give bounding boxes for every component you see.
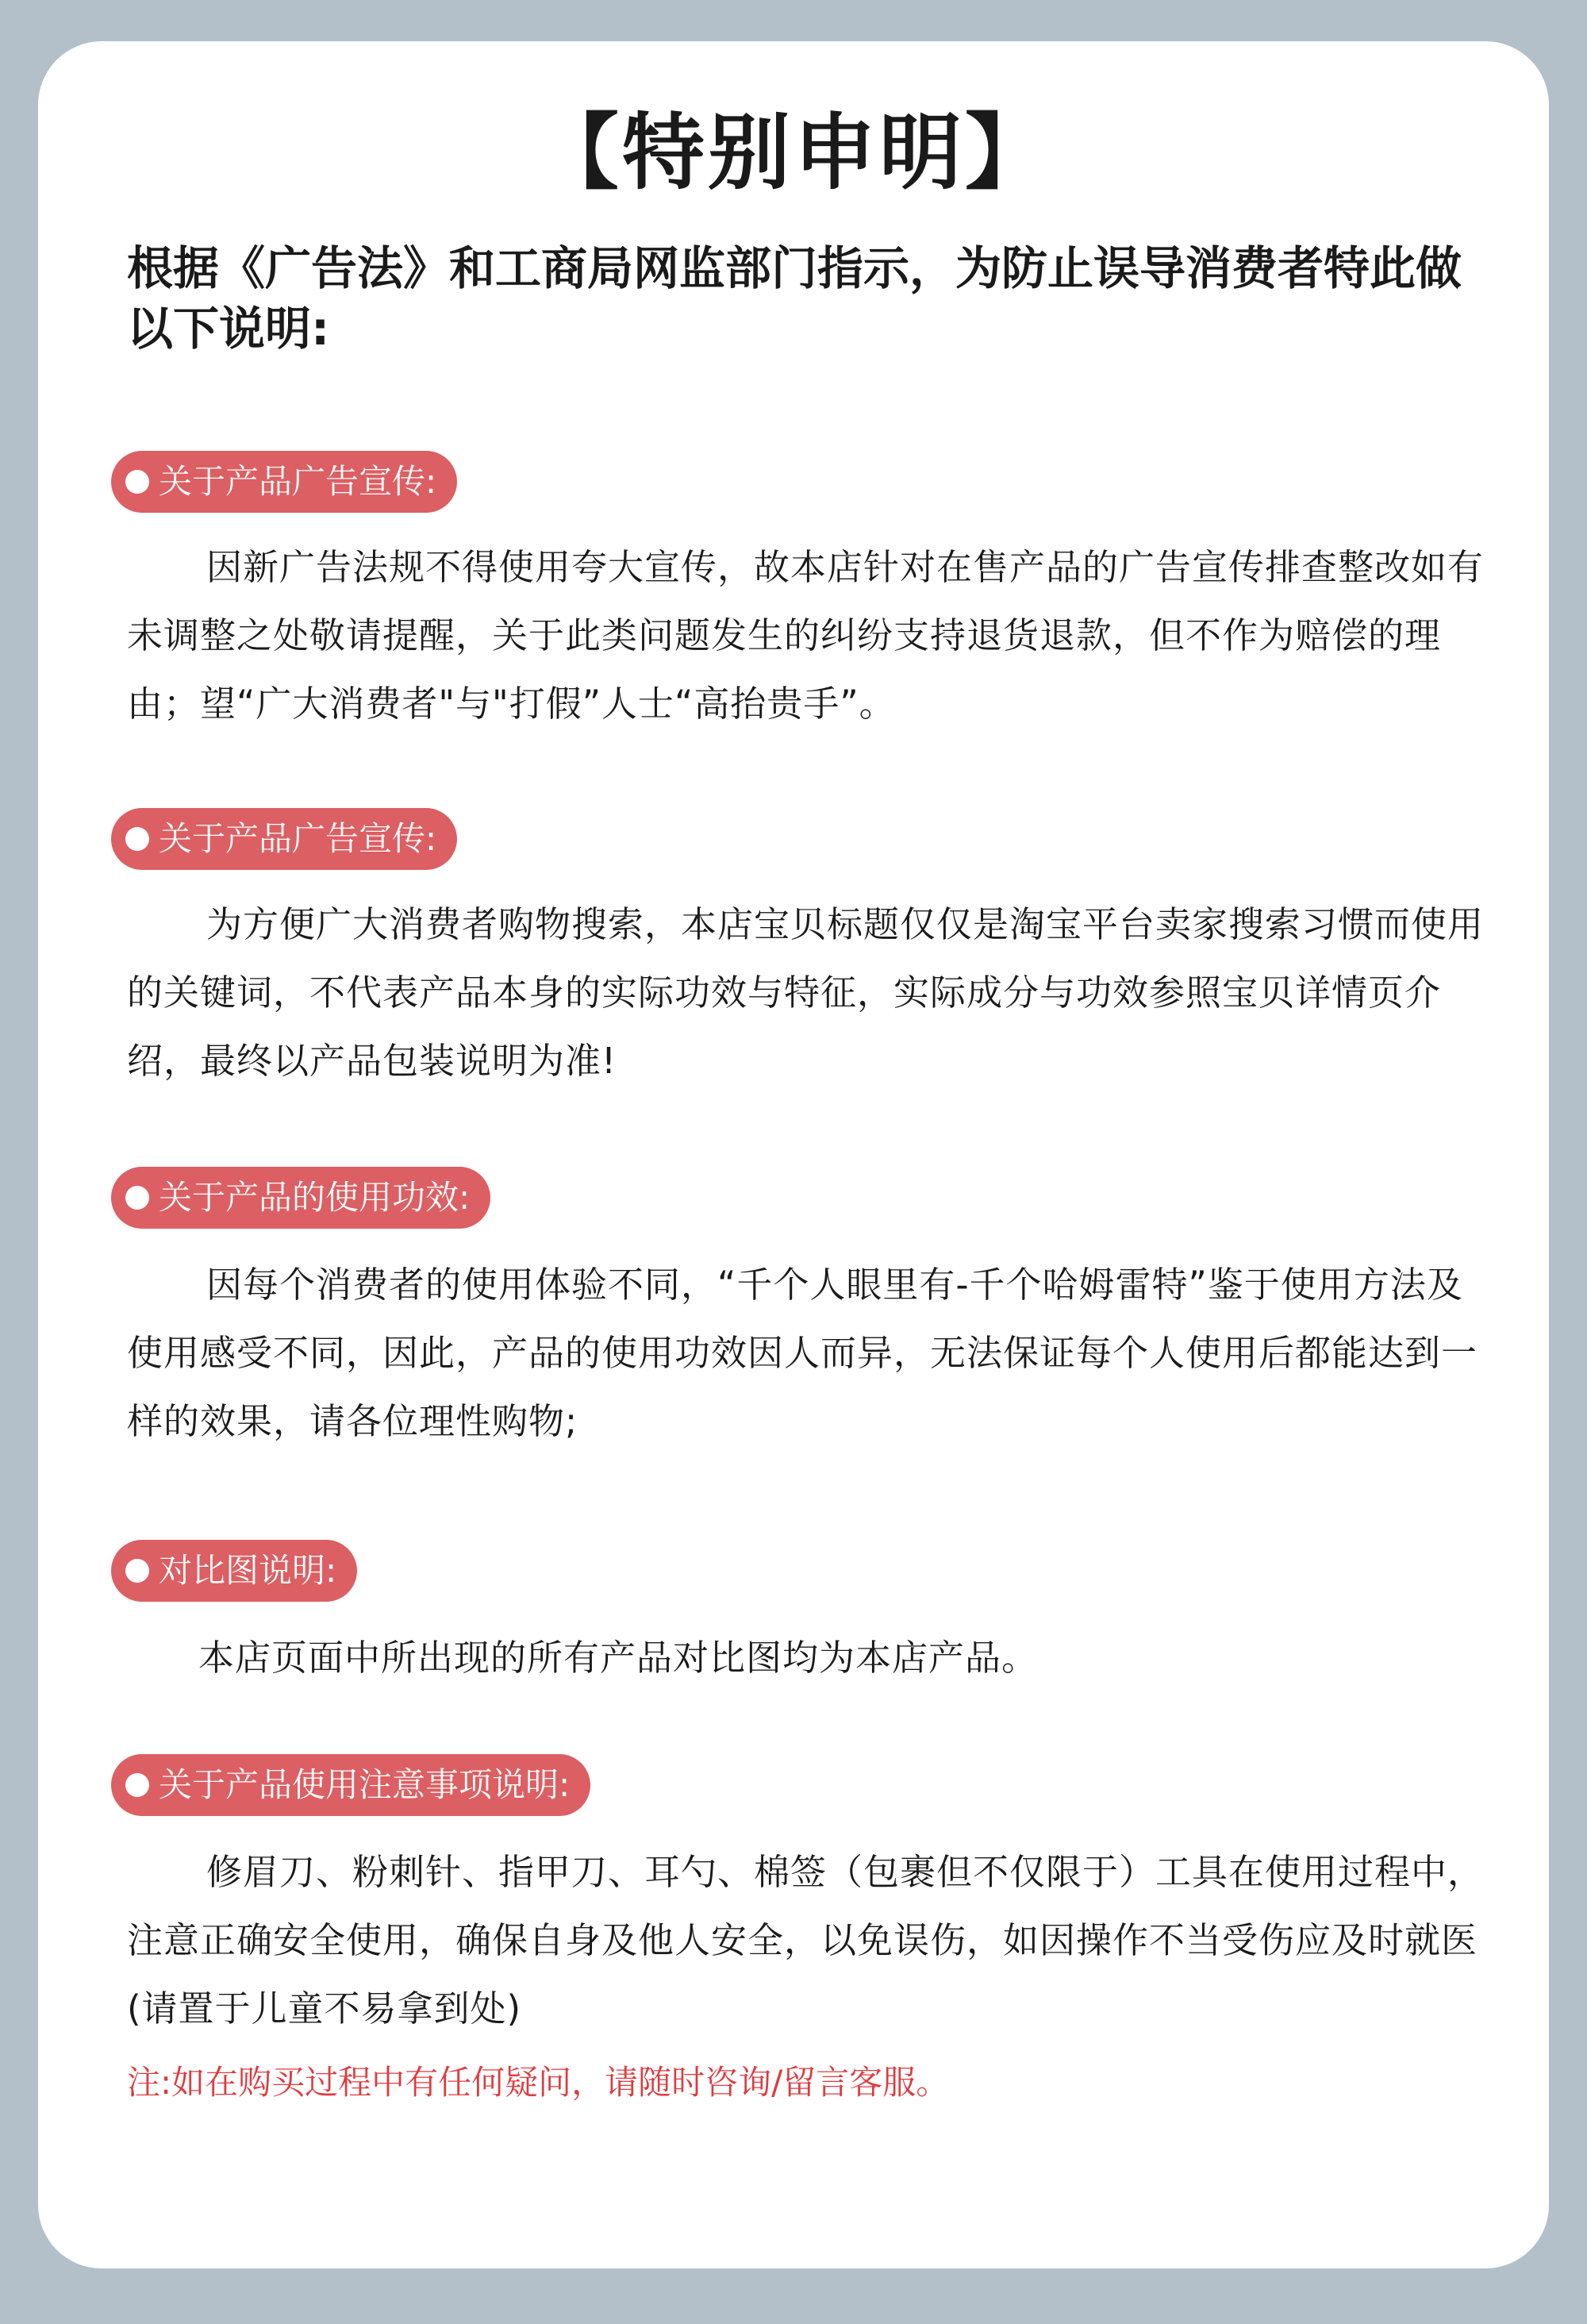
section-body-text: 因新广告法规不得使用夸大宣传，故本店针对在售产品的广告宣传排查整改如有未调整之处敬请提醒，关于此类问题发生的纠纷支持退货退款，但不作为赔偿的理由；望“广大消费者"与"打假”人士“高抬贵手”。 bbox=[127, 546, 1485, 725]
section-heading-3 bbox=[111, 1167, 490, 1229]
section-body-5 bbox=[127, 1838, 1484, 2043]
bullet-dot-icon bbox=[125, 1773, 149, 1797]
intro-text: 根据《广告法》和工商局网监部门指示，为防止误导消费者特此做以下说明: bbox=[127, 241, 1462, 356]
section-body-4 bbox=[127, 1624, 1484, 1692]
section-body-text: 修眉刀、粉刺针、指甲刀、耳勺、棉签（包裹但不仅限于）工具在使用过程中，注意正确安全使用，确保自身及他人安全，以免误伤，如因操作不当受伤应及时就医(请置于儿童不易拿到处) bbox=[127, 1851, 1485, 2030]
section-heading-1 bbox=[111, 451, 457, 513]
section-heading-label: 关于产品广告宣传: bbox=[159, 819, 437, 858]
section-body-2 bbox=[127, 891, 1484, 1095]
bullet-dot-icon bbox=[125, 1186, 149, 1210]
section-body-3 bbox=[127, 1251, 1484, 1456]
section-heading-label: 关于产品广告宣传: bbox=[159, 462, 437, 501]
section-body-text: 本店页面中所出现的所有产品对比图均为本店产品。 bbox=[198, 1637, 1039, 1679]
section-body-text: 为方便广大消费者购物搜索，本店宝贝标题仅仅是淘宝平台卖家搜索习惯而使用的关键词，不代表产品本身的实际功效与特征，实际成分与功效参照宝贝详情页介绍，最终以产品包装说明为准! bbox=[127, 903, 1485, 1082]
bullet-dot-icon bbox=[125, 827, 149, 851]
section-body-text: 因每个消费者的使用体验不同，“千个人眼里有-千个哈姆雷特”鉴于使用方法及使用感受不同，因此，产品的使用功效因人而异，无法保证每个人使用后都能达到一样的效果，请各位理性购物; bbox=[127, 1264, 1478, 1442]
section-heading-2 bbox=[111, 808, 457, 870]
section-heading-label: 关于产品的使用功效: bbox=[159, 1178, 471, 1217]
section-heading-5 bbox=[111, 1754, 590, 1816]
section-heading-4 bbox=[111, 1540, 357, 1602]
customer-service-note: 注:如在购买过程中有任何疑问，请随时咨询/留言客服。 bbox=[127, 2063, 950, 2102]
bullet-dot-icon bbox=[125, 1559, 149, 1583]
page-title: 【特别申明】 bbox=[536, 104, 1051, 201]
bullet-dot-icon bbox=[125, 470, 149, 494]
section-heading-label: 对比图说明: bbox=[159, 1551, 337, 1590]
section-heading-label: 关于产品使用注意事项说明: bbox=[159, 1765, 571, 1804]
section-body-1 bbox=[127, 533, 1484, 738]
